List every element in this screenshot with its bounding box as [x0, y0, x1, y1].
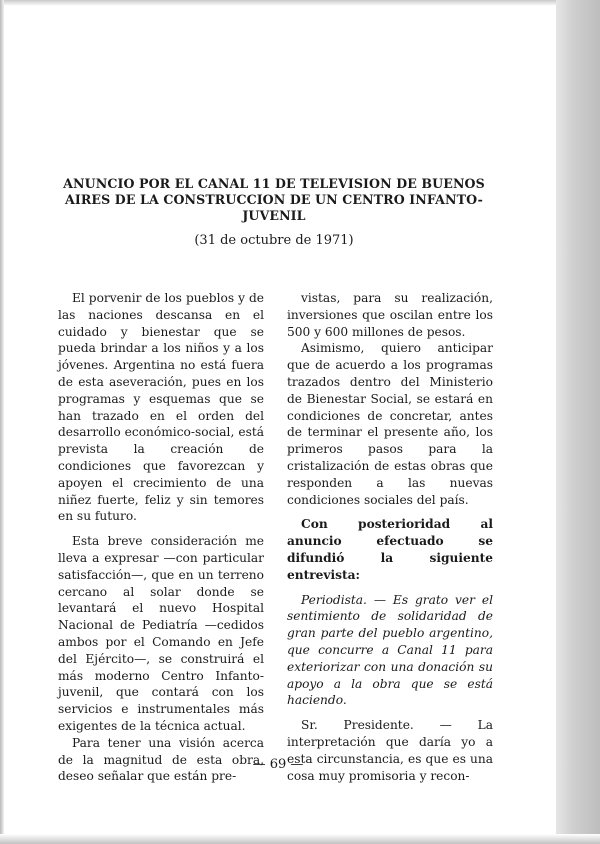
paragraph: Para tener una visión acerca de la magnitud de esta obra, deseo señalar que están pre-	[58, 735, 264, 784]
interview-intro: Con posterioridad al anuncio efectuado se difundió la siguiente entrevista:	[287, 517, 493, 582]
president-answer: Sr. Presidente. — La interpretación que daría yo a esta circunstancia, es que es una cosa muy promisoria y recon-	[287, 718, 493, 783]
right-column	[287, 290, 493, 784]
paragraph: Esta breve consideración me lleva a expresar —con particular satisfacción—, que en un terreno cercano al solar donde se levantará el nuevo Hospital Nacional de Pediatría —cedidos ambos por el Comando en Jefe del Ejército—, se construirá el más moderno Centro Infanto-juvenil, que contará con los servicios e instrumentales más exigentes de la técnica actual.	[58, 534, 264, 733]
journalist-question: Periodista. — Es grato ver el sentimiento de solidaridad de gran parte del pueblo argentino, que concurre a Canal 11 para exteriorizar con una donación su apoyo a la obra que se está haciendo.	[287, 592, 493, 708]
document-title: ANUNCIO POR EL CANAL 11 DE TELEVISION DE BUENOS AIRES DE LA CONSTRUCCION DE UN CENTRO INFANTO-JUVENIL	[63, 176, 485, 223]
left-column	[58, 290, 264, 785]
scan-right-edge	[556, 0, 600, 844]
paragraph: Asimismo, quiero anticipar que de acuerdo a los programas trazados dentro del Ministerio de Bienestar Social, se estará en condiciones de concretar, antes de terminar el presente año, los primeros pasos para la cristalización de estas obras que responden a las nuevas condiciones sociales del país.	[287, 341, 493, 507]
page-number: — 69 —	[252, 757, 304, 772]
paragraph: El porvenir de los pueblos y de las naciones descansa en el cuidado y bienestar que se pueda brindar a los niños y a los jóvenes. Argentina no está fuera de esta aseveración, pues en los programas y esquemas que se han trazado en el orden del desarrollo económico-social, está prevista la creación de condiciones que favorezcan y apoyen el crecimiento de una niñez fuerte, feliz y sin temores en su futuro.	[58, 291, 264, 524]
document-date: (31 de octubre de 1971)	[194, 233, 354, 248]
paragraph: vistas, para su realización, inversiones que oscilan entre los 500 y 600 millones de pesos.	[287, 291, 493, 339]
